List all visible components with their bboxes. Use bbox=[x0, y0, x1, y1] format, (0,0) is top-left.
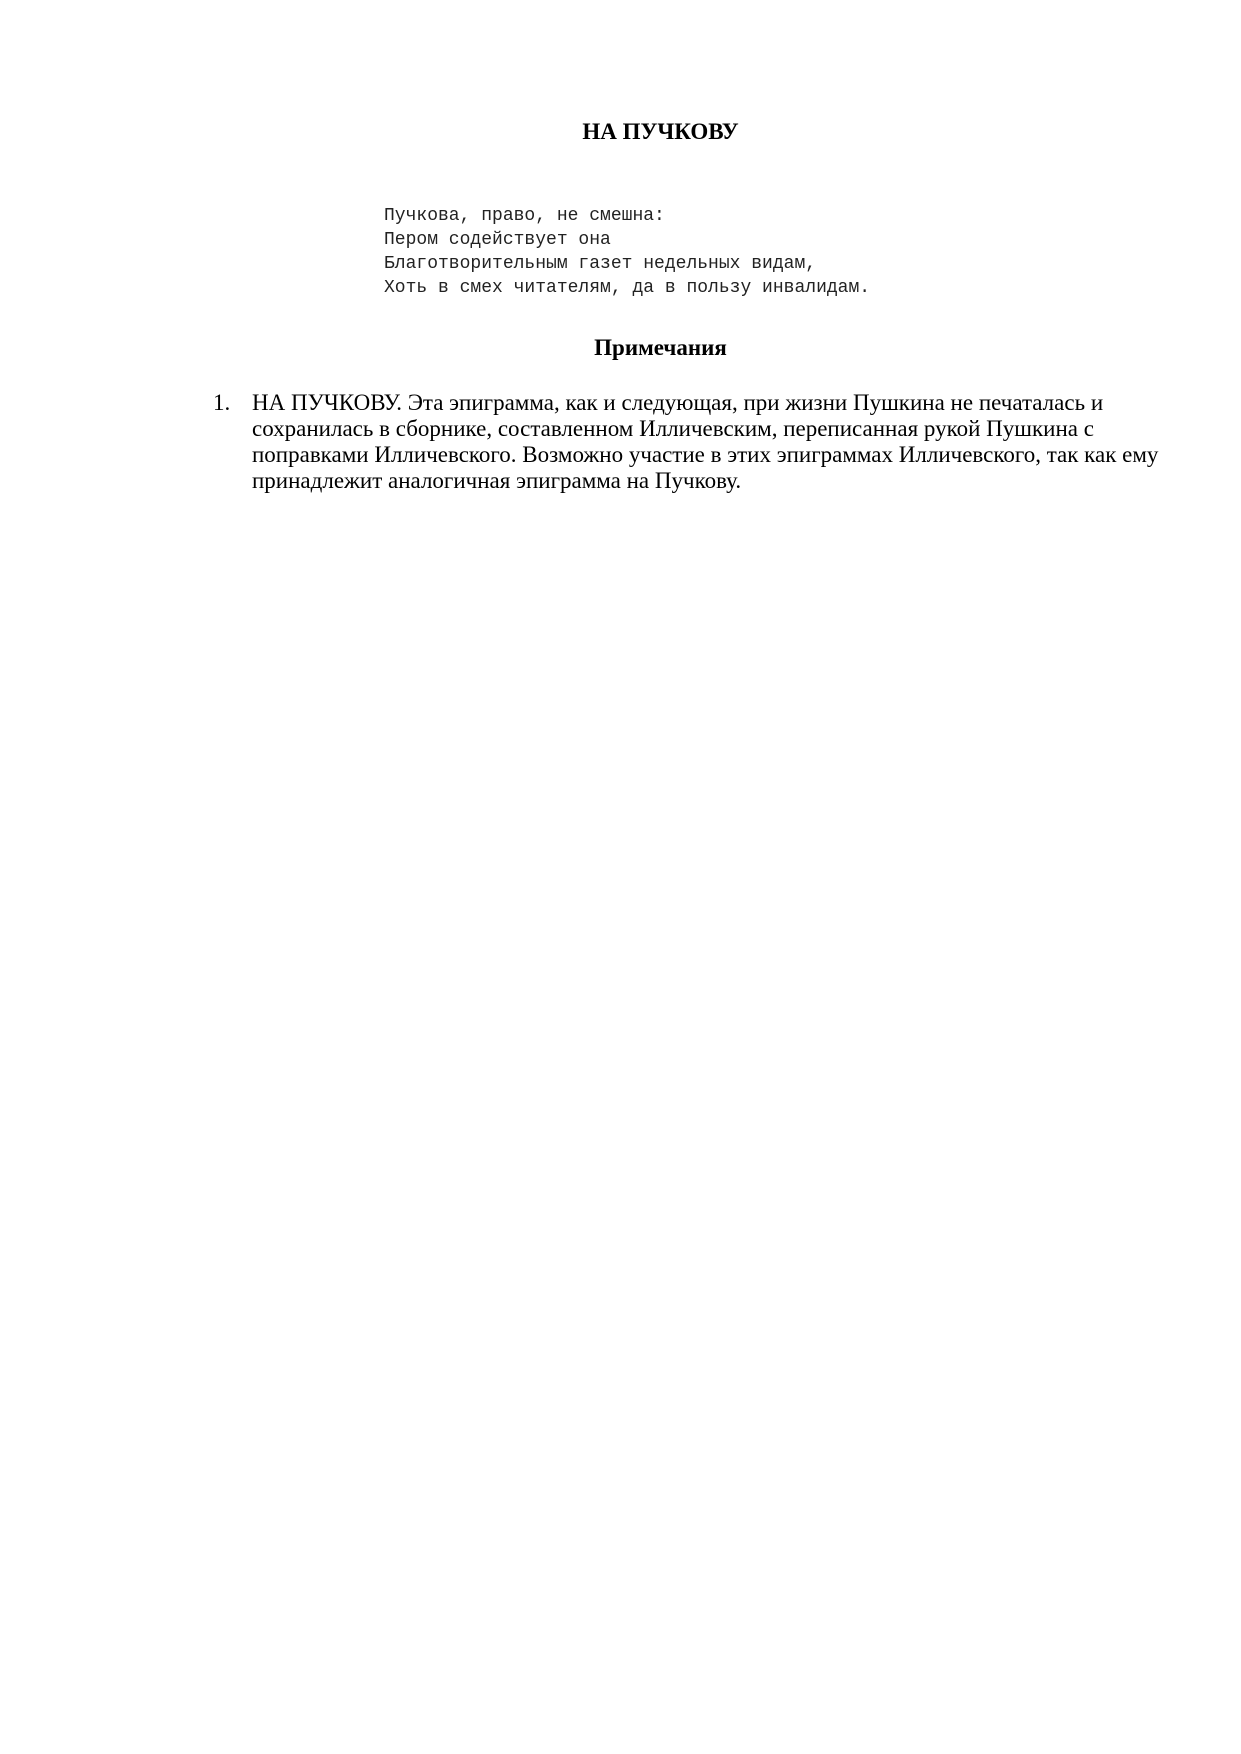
poem-line: Хоть в смех читателям, да в пользу инвалидам. bbox=[384, 278, 871, 298]
page-title: НА ПУЧКОВУ bbox=[582, 119, 739, 144]
note-text: НА ПУЧКОВУ. Эта эпиграмма, как и следующая, при жизни Пушкина не печаталась и сохранилась в сборнике, составленном Илличевским, переписанная рукой Пушкина с поправками Илличевского. Возможно участие в этих эпиграммах Илличевского, так как ему принадлежит аналогичная эпиграмма на Пучкову. bbox=[252, 390, 1159, 493]
notes-heading: Примечания bbox=[594, 335, 727, 360]
notes-list bbox=[213, 390, 1173, 494]
note-item bbox=[213, 390, 1173, 494]
poem-line: Пучкова, право, не смешна: bbox=[384, 206, 665, 226]
poem-block bbox=[384, 204, 870, 300]
note-number: 1. bbox=[213, 390, 231, 415]
poem-line: Пером содействует она bbox=[384, 230, 611, 250]
poem-line: Благотворительным газет недельных видам, bbox=[384, 254, 817, 274]
